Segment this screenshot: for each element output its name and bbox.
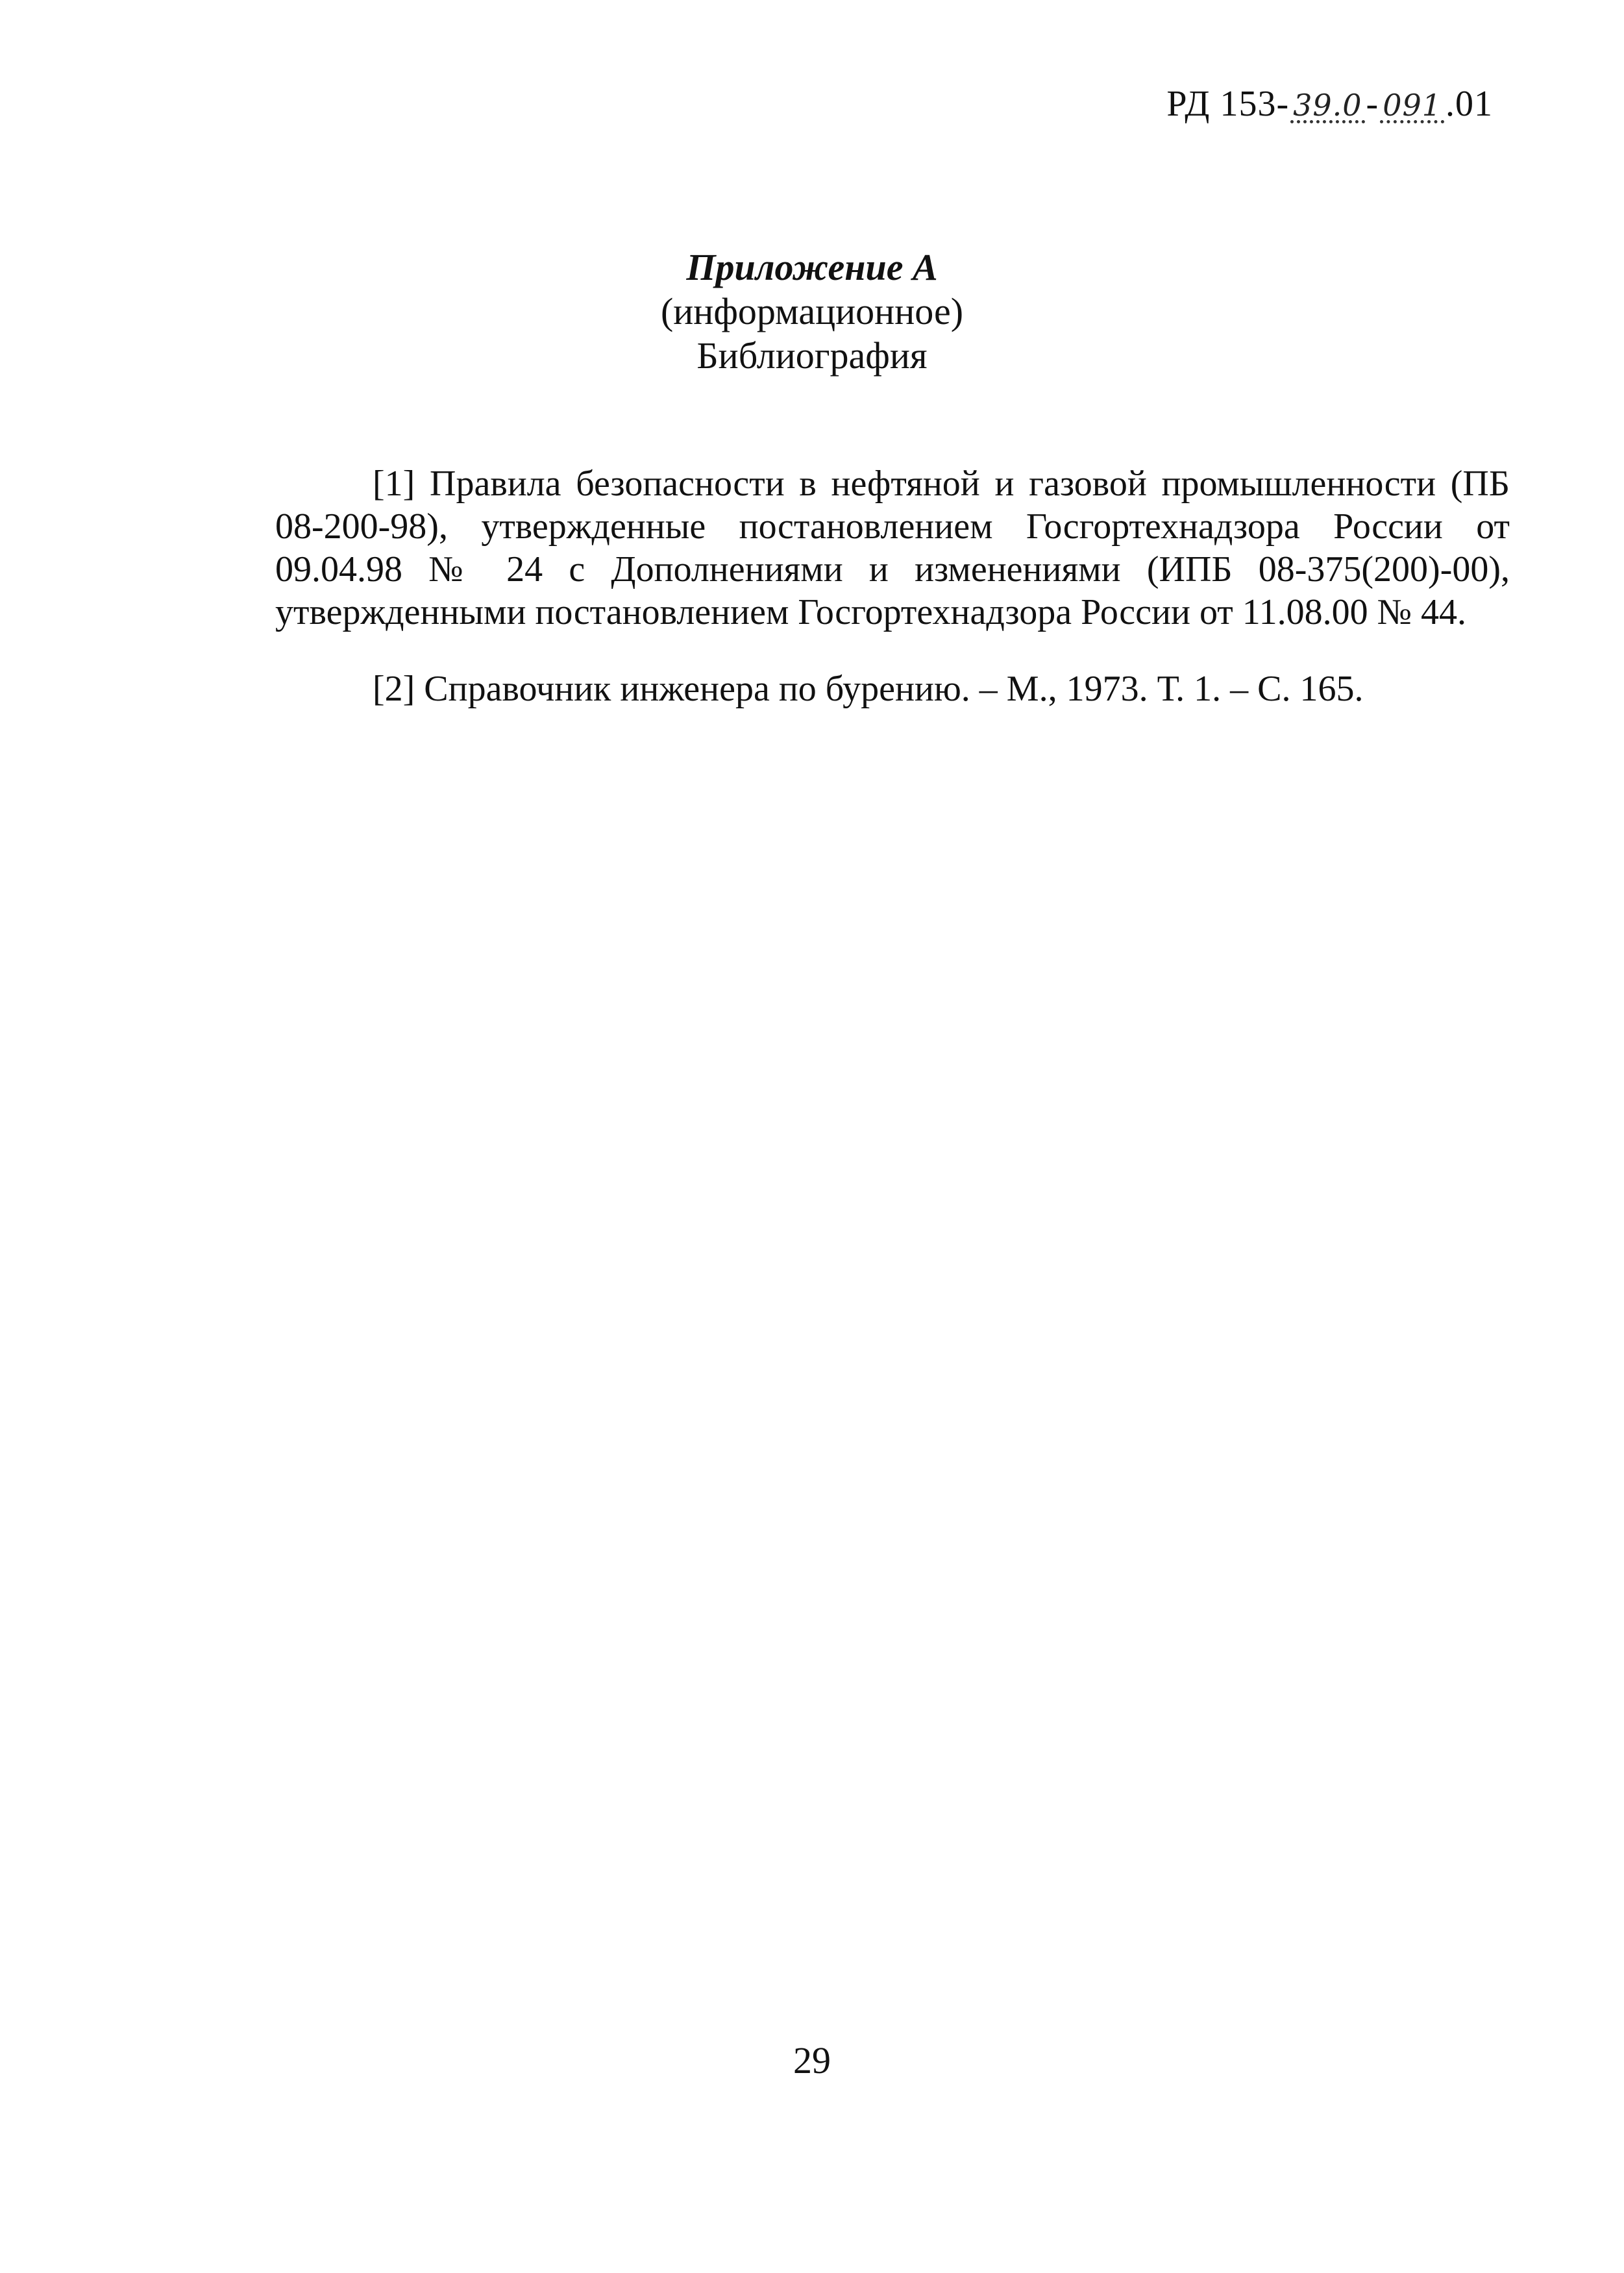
page-number: 29	[793, 2039, 831, 2081]
document-code-prefix: РД 153-	[1166, 84, 1290, 124]
bibliography-entry-text: Правила безопасности в нефтяной и газовой промышленности (ПБ 08-200-98), утвержденные постановлением Госгортехнадзора России от 09.04.98 № 24 с Дополнениями и изменениями (ИПБ 08-375(200)-00), утвержденными постановлением Госгортехнадзора России от 11.08.00 № 44.	[275, 464, 1510, 632]
bibliography-entry-text: Справочник инженера по бурению. – М., 1973. Т. 1. – С. 165.	[424, 669, 1364, 709]
appendix-type: (информационное)	[660, 290, 964, 332]
bibliography-entry-number: [2]	[373, 669, 415, 709]
document-code-separator: -	[1366, 84, 1379, 124]
bibliography-list	[275, 462, 1510, 744]
document-code-handwritten-part-1: 39.0	[1290, 90, 1364, 123]
appendix-title: Приложение А	[686, 246, 938, 288]
section-title: Библиография	[696, 334, 928, 377]
bibliography-entry-number: [1]	[373, 464, 415, 504]
bibliography-entry	[275, 462, 1510, 634]
document-code	[1166, 83, 1493, 125]
document-code-handwritten-part-2: 091	[1380, 90, 1444, 123]
bibliography-entry	[275, 667, 1510, 710]
document-code-suffix: .01	[1446, 84, 1493, 124]
appendix-heading	[0, 245, 1624, 378]
